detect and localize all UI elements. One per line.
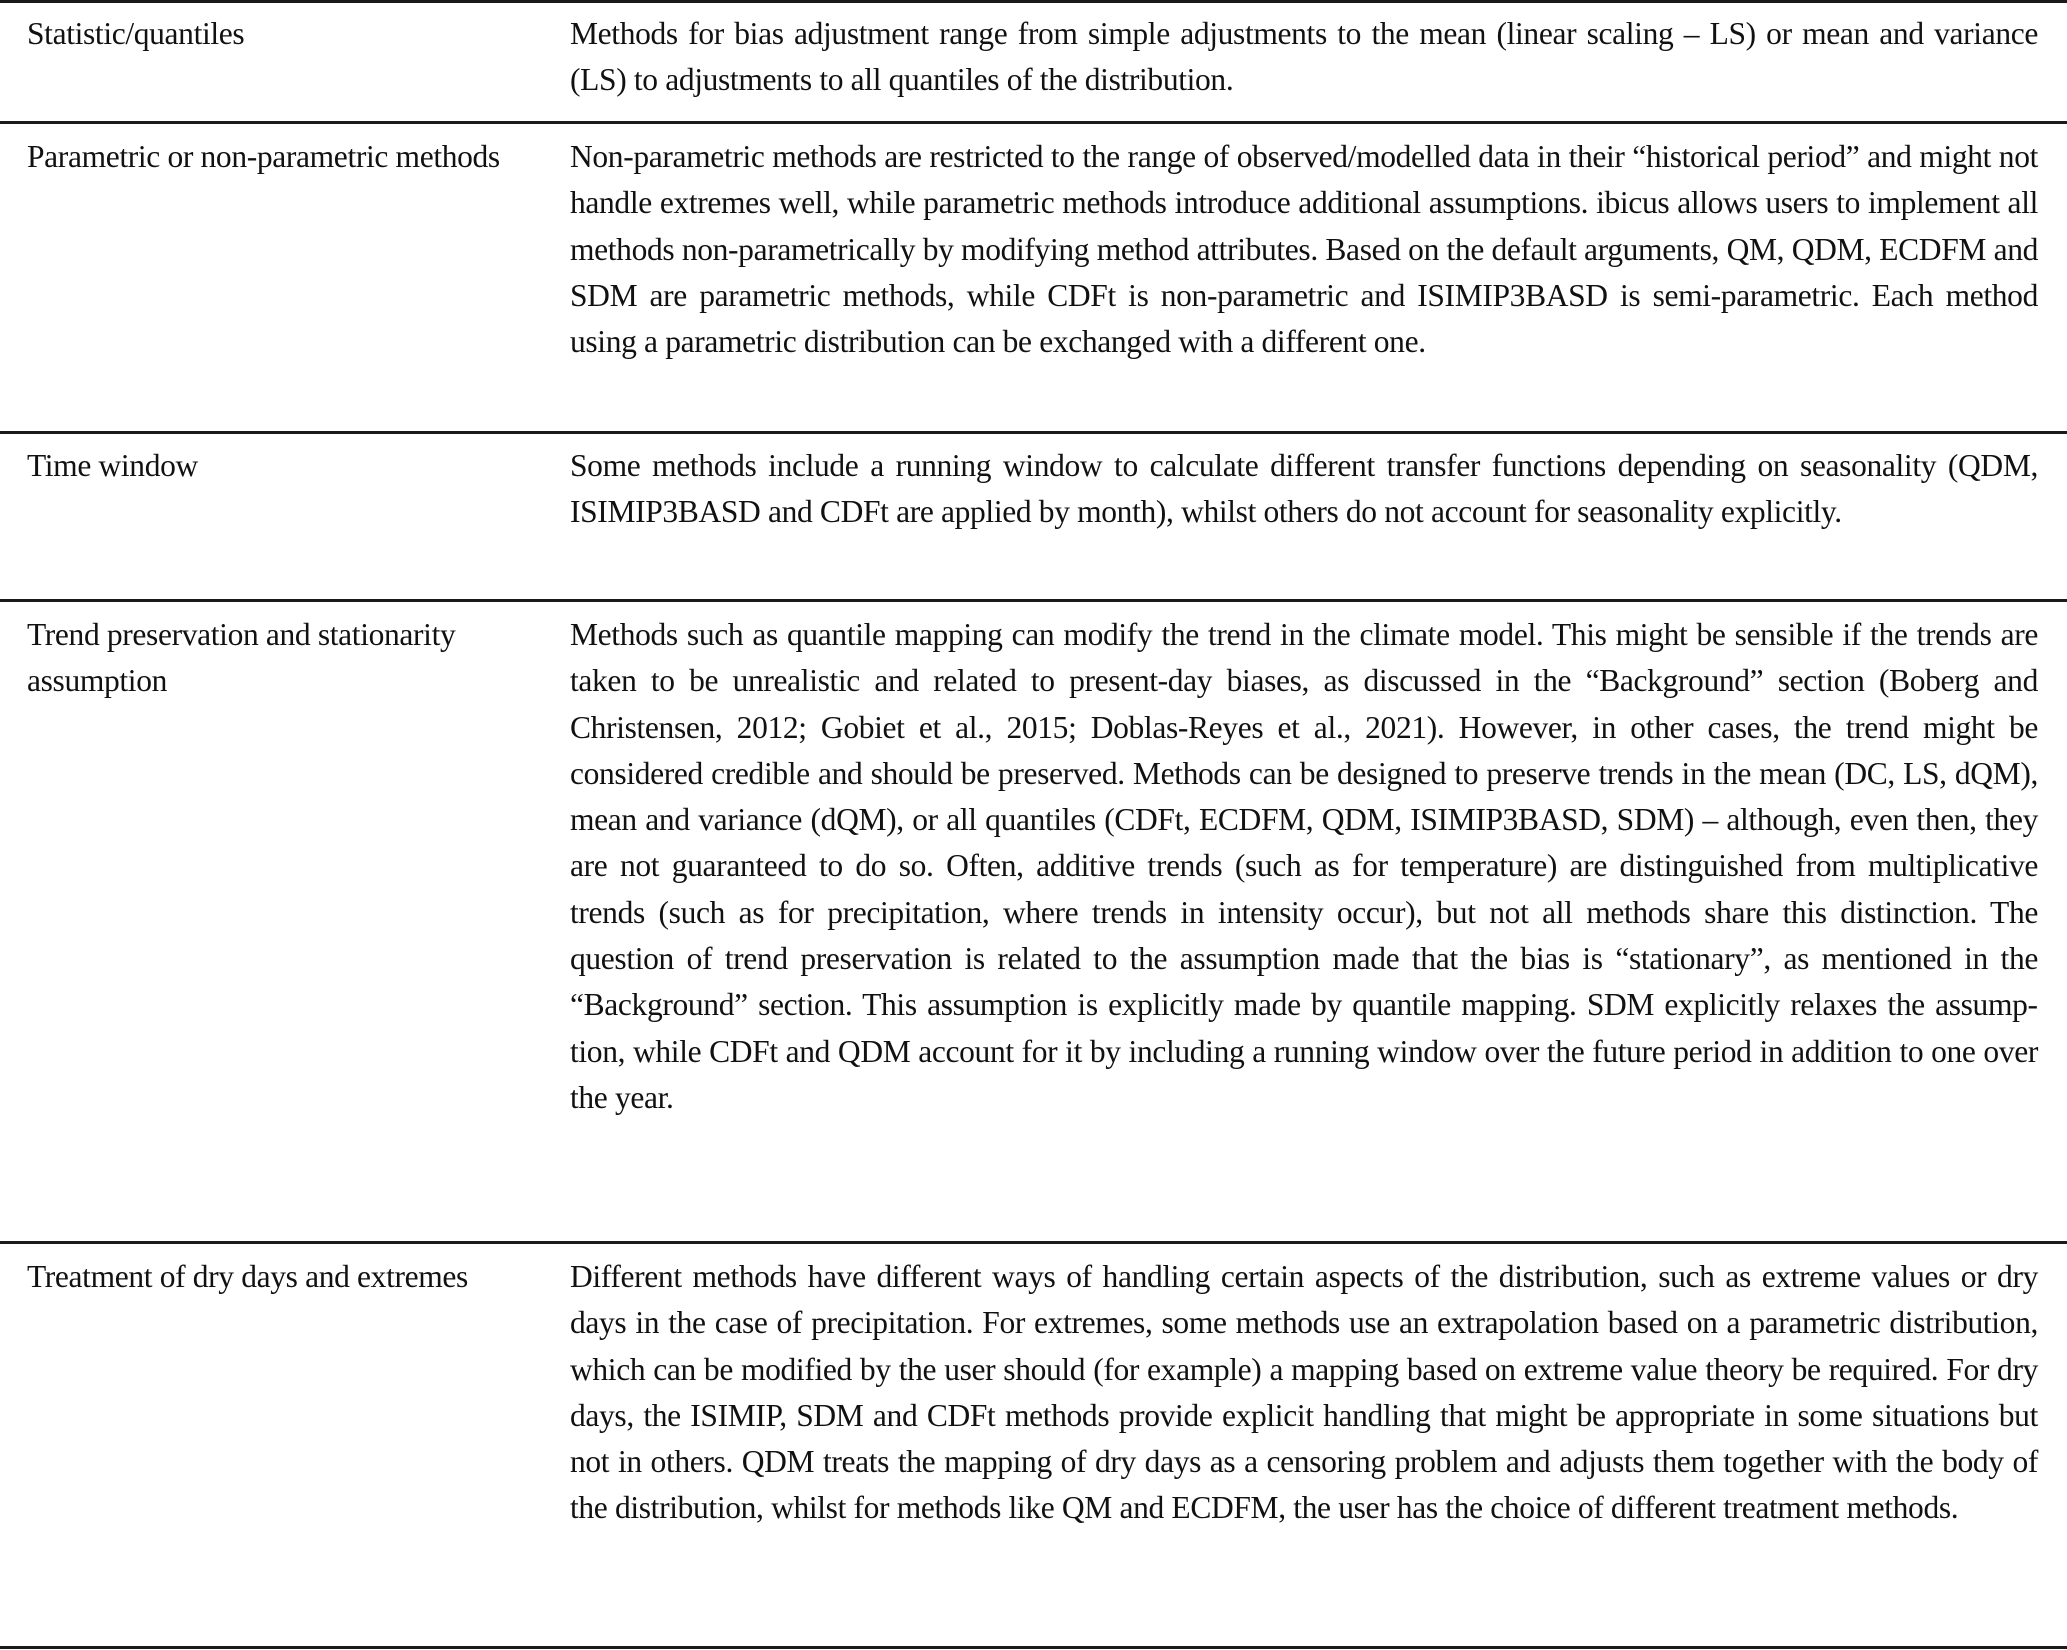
row-label: Time window bbox=[27, 448, 198, 483]
table-top-rule bbox=[0, 0, 2067, 3]
row-label: Treatment of dry days and extremes bbox=[27, 1259, 468, 1294]
row-label: Parametric or non-parametric methods bbox=[27, 139, 500, 174]
row-separator-rule bbox=[0, 121, 2067, 124]
table-bottom-rule bbox=[0, 1646, 2067, 1649]
row-label: Statistic/quantiles bbox=[27, 16, 245, 51]
row-label: Trend preservation and stationarity assumption bbox=[27, 617, 456, 699]
row-description: Methods for bias adjustment range from simple adjustments to the mean (linear scaling – LS) or mean and variance (LS) to adjustments to all quantiles of the distribution. bbox=[570, 16, 2038, 98]
row-description: Non-parametric methods are restricted to the range of observed/modelled data in their “historical period” and might not handle extremes well, while parametric methods introduce additional assumptions. ibicus allows users to implement all methods non-parametrically by modifying method attributes. Based on the default arguments, QM, QDM, ECDFM and SDM are parametric methods, while CDFt is non-parametric and ISIMIP3BASD is semi-parametric. Each method using a parametric distribution can be exchanged with a different one. bbox=[570, 139, 2038, 360]
row-description: Some methods include a running window to calculate different transfer functions depending on seasonality (QDM, ISIMIP3BASD and CDFt are applied by month), whilst others do not account for seasonality explicitly. bbox=[570, 448, 2038, 530]
row-description: Methods such as quantile mapping can modify the trend in the climate model. This might be sensible if the trends are taken to be unrealistic and related to present-day biases, as discussed in the “Background” section (Boberg and Christensen, 2012; Gobiet et al., 2015; Doblas-Reyes et al., 2021). However, in other cases, the trend might be considered credible and should be preserved. Methods can be designed to preserve trends in the mean (DC, LS, dQM), mean and variance (dQM), or all quantiles (CDFt, ECDFM, QDM, ISIMIP3BASD, SDM) – although, even then, they are not guaranteed to do so. Often, additive trends (such as for temperature) are distinguished from multiplicative trends (such as for precipitation, where trends in intensity occur), but not all methods share this distinction. The question of trend preservation is related to the assumption made that the bias is “stationary”, as mentioned in the “Background” section. This assumption is explicitly made by quantile mapping. SDM explicitly relaxes the assumption, while CDFt and QDM account for it by including a running window over the future period in addition to one over the year. bbox=[570, 617, 2038, 1115]
row-separator-rule bbox=[0, 599, 2067, 602]
row-separator-rule bbox=[0, 1241, 2067, 1244]
row-description: Different methods have different ways of handling certain aspects of the distribution, such as extreme values or dry days in the case of precipitation. For extremes, some methods use an extrapolation based on a parametric distribution, which can be modified by the user should (for example) a mapping based on extreme value theory be required. For dry days, the ISIMIP, SDM and CDFt methods provide explicit handling that might be appropriate in some situations but not in others. QDM treats the mapping of dry days as a censoring problem and adjusts them together with the body of the distribution, whilst for methods like QM and ECDFM, the user has the choice of different treatment methods. bbox=[570, 1259, 2038, 1526]
row-separator-rule bbox=[0, 431, 2067, 434]
